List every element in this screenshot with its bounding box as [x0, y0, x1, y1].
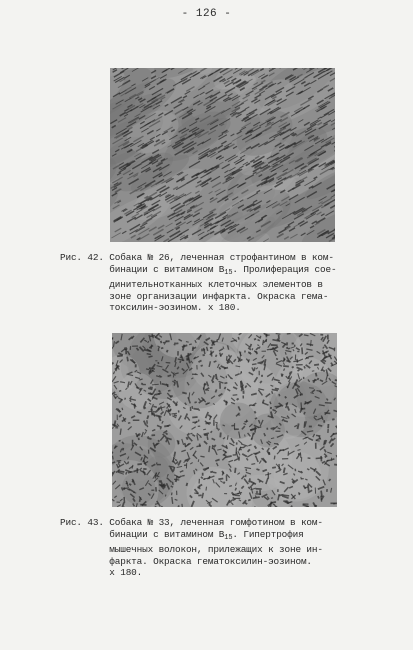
caption-line: . Пролиферация сое-: [232, 263, 337, 275]
caption-line: Рис. 43. Собака № 33, леченная гомфотином в ком-: [60, 517, 323, 528]
caption-line: х 180.: [60, 567, 143, 578]
caption-line: мышечных волокон, прилежащих к зоне ин-: [60, 544, 323, 555]
caption-subscript: 15: [224, 533, 233, 542]
figure-42-caption: [60, 252, 336, 314]
caption-line: зоне организации инфаркта. Окраска гема-: [60, 290, 329, 302]
figure-43-caption: [60, 517, 323, 579]
fibrous-tissue-micrograph: [110, 68, 335, 242]
caption-line: динительнотканных клеточных элементов в: [60, 279, 323, 290]
caption-line: токсилин-эозином. х 180.: [60, 302, 241, 313]
caption-line: бинации с витамином B: [60, 263, 225, 275]
caption-line: фаркта. Окраска гематоксилин-эозином.: [60, 555, 312, 567]
caption-line: . Гипертрофия: [232, 528, 304, 540]
page-number: - 126 -: [181, 8, 232, 20]
caption-line: бинации с витамином B: [60, 528, 225, 540]
muscle-fiber-micrograph: [112, 333, 337, 507]
caption-subscript: 15: [224, 268, 233, 277]
caption-line: Рис. 42. Собака № 26, леченная строфантином в ком-: [60, 252, 334, 263]
